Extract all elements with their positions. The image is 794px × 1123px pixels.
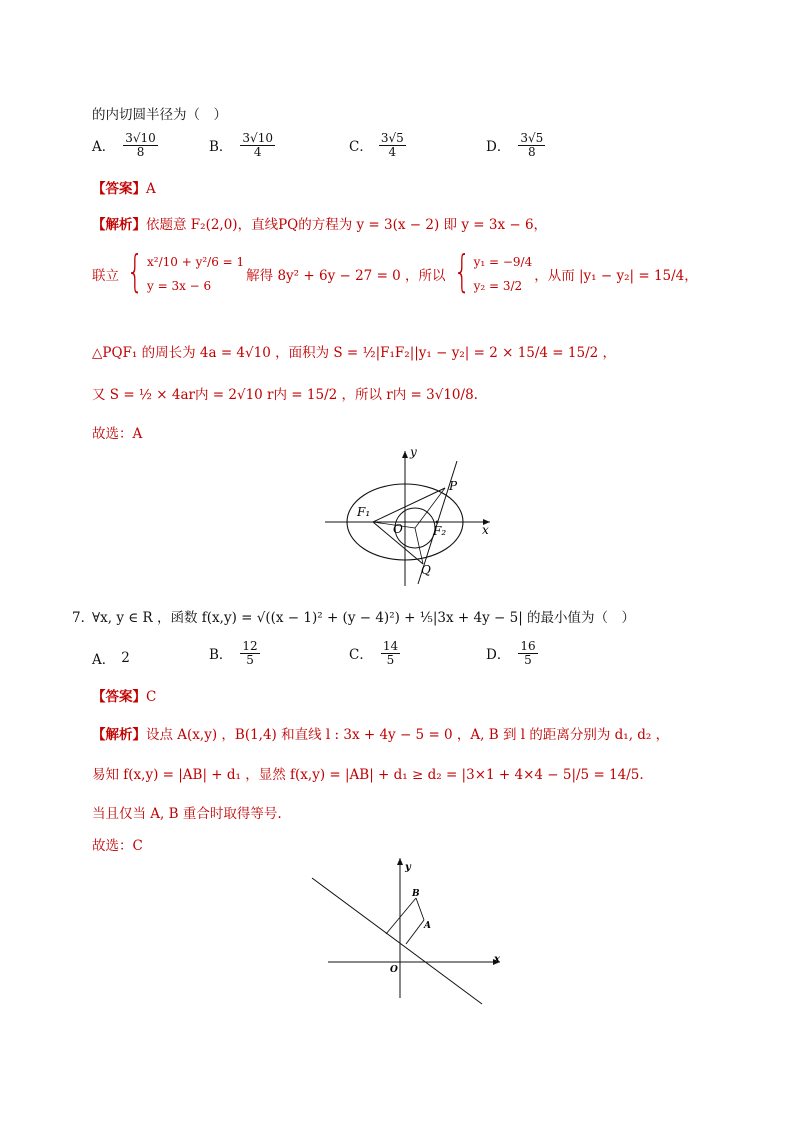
q7-line-figure xyxy=(308,856,508,1006)
y-axis-arrow xyxy=(402,451,408,458)
y-axis-arrow xyxy=(397,858,403,865)
segment-ab xyxy=(416,898,424,920)
q6-analysis-line1: 【解析】依题意 F₂(2,0)，直线PQ的方程为 y = 3(x − 2) 即 y = 3x − 6， xyxy=(92,217,548,233)
line-l xyxy=(312,878,482,1004)
q6-stem-tail: 的内切圆半径为（ ） xyxy=(92,107,227,123)
q6-analysis-line2: 联立 { x²/10 + y²/6 = 1 y = 3x − 6 解得 8y² + 6y − 27 = 0 ，所以 { y₁ = −9/4 y₂ = 3/2 ，从而 |y₁ − y₂| = 15/4， xyxy=(92,246,698,297)
label-x: x xyxy=(482,523,489,537)
q6-analysis-line4: 又 S = ½ × 4ar内 = 2√10 r内 = 15/2 ，所以 r内 = 3√10/8. xyxy=(92,387,478,403)
q7-stem: ∀x, y ∈ R ，函数 f(x,y) = √((x − 1)² + (y − 4)²) + ⅕|3x + 4y − 5| 的最小值为（ ） xyxy=(92,610,636,626)
q7-answer: 【答案】C xyxy=(92,689,157,705)
label-o: O xyxy=(390,965,398,975)
q7-option-a: A． 2 xyxy=(92,650,130,668)
label-x: x xyxy=(494,954,500,965)
segment-f1p xyxy=(373,488,445,522)
q6-analysis-line3: △PQF₁ 的周长为 4a = 4√10 ，面积为 S = ½|F₁F₂||y₁ − y₂| = 2 × 15/4 = 15/2 ， xyxy=(92,345,617,361)
q6-option-b: B． $\frac{3√10}{4}$ xyxy=(209,131,273,159)
label-a: A xyxy=(424,921,431,931)
q6-conclusion: 故选：A xyxy=(92,426,143,442)
system-a: { x²/10 + y²/6 = 1 y = 3x − 6 xyxy=(126,246,245,297)
q7-conclusion: 故选：C xyxy=(92,838,143,854)
segment-b-foot xyxy=(386,898,416,934)
segment-a-foot xyxy=(406,920,424,944)
q6-option-a: A． $\frac{3√10}{8}$ xyxy=(92,131,156,159)
q7-analysis-line3: 当且仅当 A, B 重合时取得等号. xyxy=(92,806,282,822)
q7-option-d: D． $\frac{16}{5}$ xyxy=(486,639,536,667)
label-f2: F₂ xyxy=(433,524,447,538)
label-y: y xyxy=(410,446,417,459)
q7-option-b: B． $\frac{12}{5}$ xyxy=(209,639,258,667)
label-b: B xyxy=(412,889,420,899)
q7-analysis-line1: 【解析】设点 A(x,y) ，B(1,4) 和直线 l : 3x + 4y − 5 = 0 ，A, B 到 l 的距离分别为 d₁, d₂ ， xyxy=(92,727,670,743)
q7-analysis-line2: 易知 f(x,y) = |AB| + d₁ ，显然 f(x,y) = |AB| + d₁ ≥ d₂ = |3×1 + 4×4 − 5|/5 = 14/5. xyxy=(92,767,644,783)
label-p: P xyxy=(449,479,458,493)
label-q: Q xyxy=(421,563,431,577)
q6-answer xyxy=(92,177,156,197)
f2-point xyxy=(436,521,439,524)
q7-number: 7． xyxy=(72,610,95,626)
q7-option-c: C． $\frac{14}{5}$ xyxy=(349,639,399,667)
label-f1: F₁ xyxy=(357,505,371,519)
analysis-label: 【解析】 xyxy=(92,217,146,233)
label-o: O xyxy=(393,522,403,536)
system-b: { y₁ = −9/4 y₂ = 3/2 xyxy=(453,246,533,297)
label-y: y xyxy=(405,862,411,873)
q6-option-c: C． $\frac{3√5}{4}$ xyxy=(349,131,404,159)
q6-ellipse-figure xyxy=(320,446,500,591)
answer-label: 【答案】 xyxy=(92,181,146,197)
answer-value: A xyxy=(146,181,156,197)
q6-option-d: D． $\frac{3√5}{8}$ xyxy=(486,131,544,159)
